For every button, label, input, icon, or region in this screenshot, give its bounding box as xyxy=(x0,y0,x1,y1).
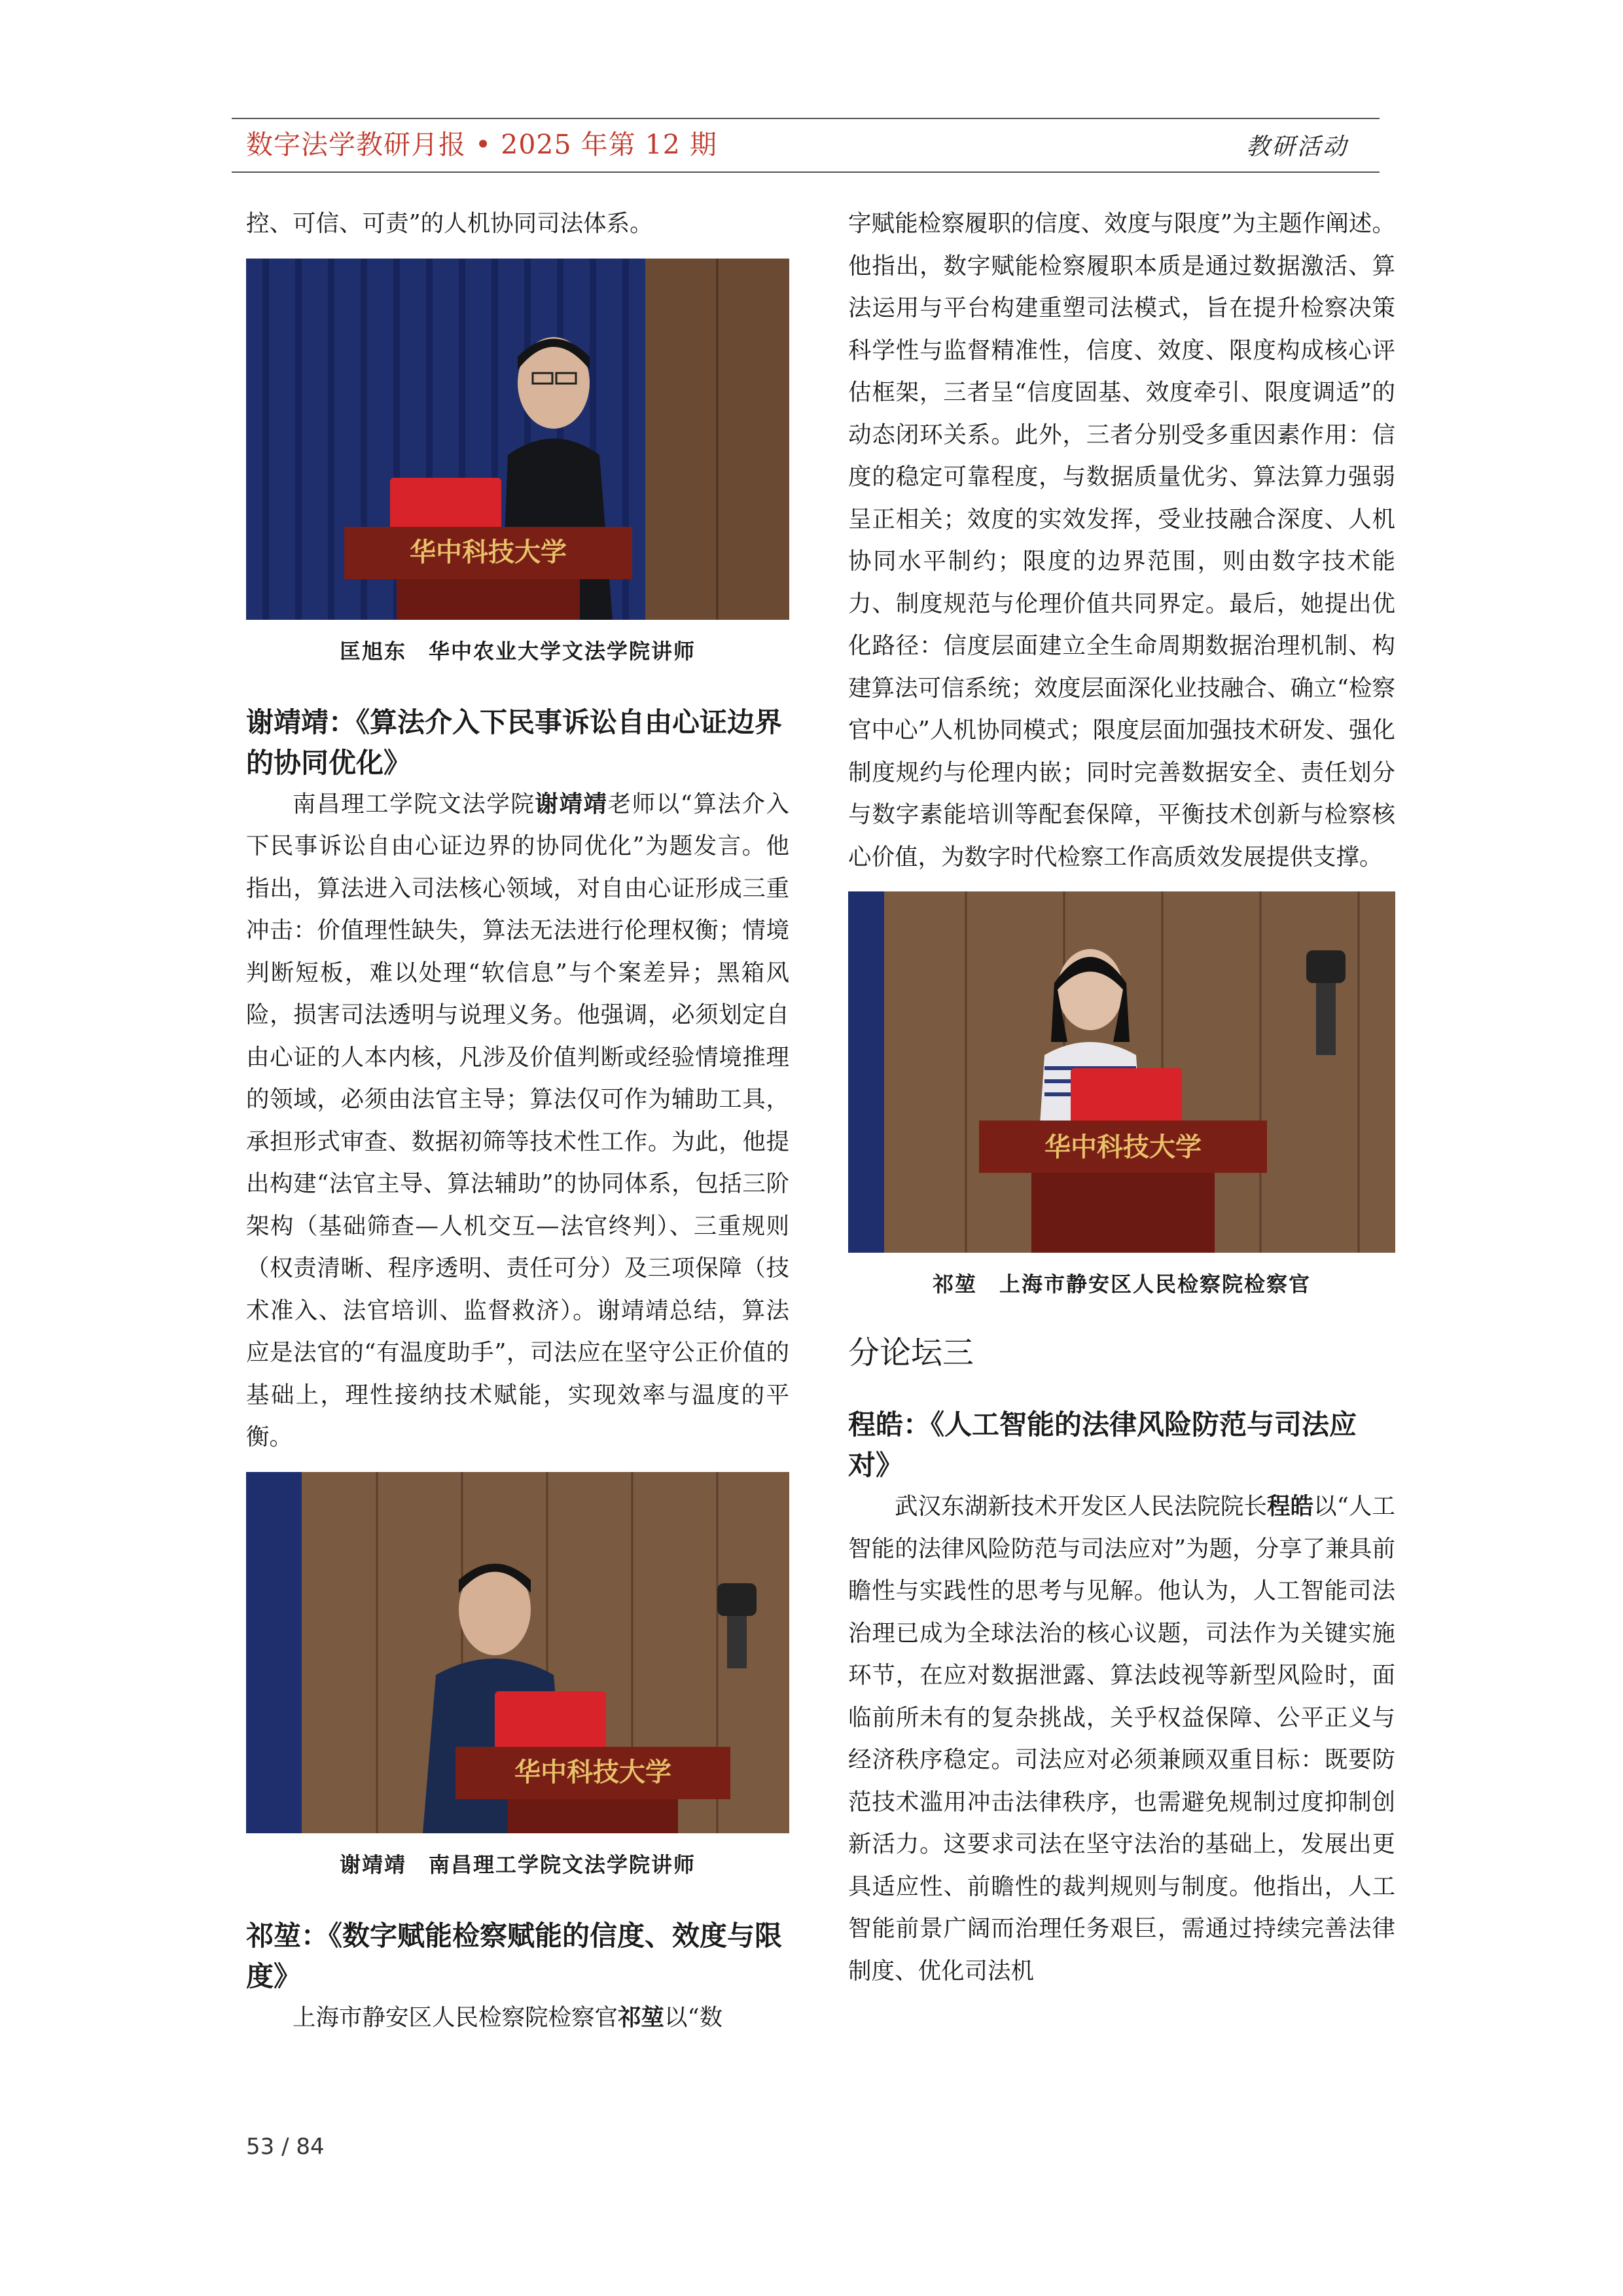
xie-paragraph xyxy=(246,783,789,1459)
xie-heading: 谢靖靖：《算法介入下民事诉讼自由心证边界的协同优化》 xyxy=(246,706,783,779)
right-column xyxy=(848,203,1395,1992)
section-label: 教研活动 xyxy=(1245,134,1348,160)
qi-para-post: 以“数 xyxy=(664,2003,723,2031)
xie-para-pre: 南昌理工学院文法学院 xyxy=(293,790,535,817)
cheng-para-name: 程皓 xyxy=(1267,1493,1314,1520)
qi-paragraph-cont: 字赋能检察履职的信度、效度与限度”为主题作阐述。他指出，数字赋能检察履职本质是通过数据激活、算法运用与平台构建重塑司法模式，旨在提升检察决策科学性与监督精准性，信度、效度、限度构成核心评估框架，三者呈“信度固基、效度牵引、限度调适”的动态闭环关系。此外，三者分别受多重因素作用：信度的稳定可靠程度，与数据质量优劣、算法算力强弱呈正相关；效度的实效发挥，受业技融合深度、人机协同水平制约；限度的边界范围，则由数字技术能力、制度规范与伦理价值共同界定。最后，她提出优化路径：信度层面建立全生命周期数据治理机制、构建算法可信系统；效度层面深化业技融合、确立“检察官中心”人机协同模式；限度层面加强技术研发、强化制度规约与伦理内嵌；同时完善数据安全、责任划分与数字素能培训等配套保障，平衡技术创新与检察核心价值，为数字时代检察工作高质效发展提供支撑。 xyxy=(848,210,1395,870)
cheng-heading: 程皓：《人工智能的法律风险防范与司法应对》 xyxy=(848,1408,1357,1481)
qi-paragraph-start xyxy=(246,1997,789,2039)
qi-heading: 祁堃：《数字赋能检察赋能的信度、效度与限度》 xyxy=(246,1919,783,1992)
left-column xyxy=(246,203,789,2039)
cheng-para-pre: 武汉东湖新技术开发区人民法院院长 xyxy=(895,1493,1268,1520)
header-rule-bottom xyxy=(232,171,1380,173)
qi-para-name: 祁堃 xyxy=(618,2003,665,2031)
xie-para-post: 老师以“算法介入下民事诉讼自由心证边界的协同优化”为题发言。他指出，算法进入司法核心领域，对自由心证形成三重冲击：价值理性缺失，算法无法进行伦理权衡；情境判断短板，难以处理“软信息”与个案差异；黑箱风险，损害司法透明与说理义务。他强调，必须划定自由心证的人本内核，凡涉及价值判断或经验情境推理的领域，必须由法官主导；算法仅可作为辅助工具，承担形式审查、数据初筛等技术性工作。为此，他提出构建“法官主导、算法辅助”的协同体系，包括三阶架构（基础筛查—人机交互—法官终判）、三重规则（权责清晰、程序透明、责任可分）及三项保障（技术准入、法官培训、监督救济）。谢靖靖总结，算法应是法官的“有温度助手”，司法应在坚守公正价值的基础上，理性接纳技术赋能，实现效率与温度的平衡。 xyxy=(246,790,789,1450)
cheng-paragraph xyxy=(848,1486,1395,1992)
photo2-caption: 谢靖靖 南昌理工学院文法学院讲师 xyxy=(339,1852,696,1877)
photo3-caption: 祁堃 上海市静安区人民检察院检察官 xyxy=(932,1272,1311,1297)
journal-title: 数字法学教研月报 • 2025 年第 12 期 xyxy=(246,129,717,160)
photo-kuang-xudong xyxy=(246,259,789,620)
cheng-para-post: 以“人工智能的法律风险防范与司法应对”为题，分享了兼具前瞻性与实践性的思考与见解。他认为，人工智能司法治理已成为全球法治的核心议题，司法作为关键实施环节，在应对数据泄露、算法歧视等新型风险时，面临前所未有的复杂挑战，关乎权益保障、公平正义与经济秩序稳定。司法应对必须兼顾双重目标：既要防范技术滥用冲击法律秩序，也需避免规制过度抑制创新活力。这要求司法在坚守法治的基础上，发展出更具适应性、前瞻性的裁判规则与制度。他指出，人工智能前景广阔而治理任务艰巨，需通过持续完善法律制度、优化司法机 xyxy=(848,1493,1395,1984)
intro-fragment: 控、可信、可责”的人机协同司法体系。 xyxy=(246,210,653,237)
podium-label-3: 华中科技大学 xyxy=(1044,1132,1202,1162)
qi-para-pre: 上海市静安区人民检察院检察官 xyxy=(293,2003,618,2031)
podium-label-1: 华中科技大学 xyxy=(410,536,567,567)
photo-qi-kun xyxy=(848,891,1395,1253)
photo1-caption: 匡旭东 华中农业大学文法学院讲师 xyxy=(339,638,696,664)
xie-para-name: 谢靖靖 xyxy=(535,790,608,817)
page-number: 53 / 84 xyxy=(246,2134,325,2160)
podium-label-2: 华中科技大学 xyxy=(514,1756,671,1787)
header-rule-top xyxy=(232,118,1380,119)
forum-heading: 分论坛三 xyxy=(848,1335,974,1371)
photo-xie-jingjing xyxy=(246,1472,789,1833)
